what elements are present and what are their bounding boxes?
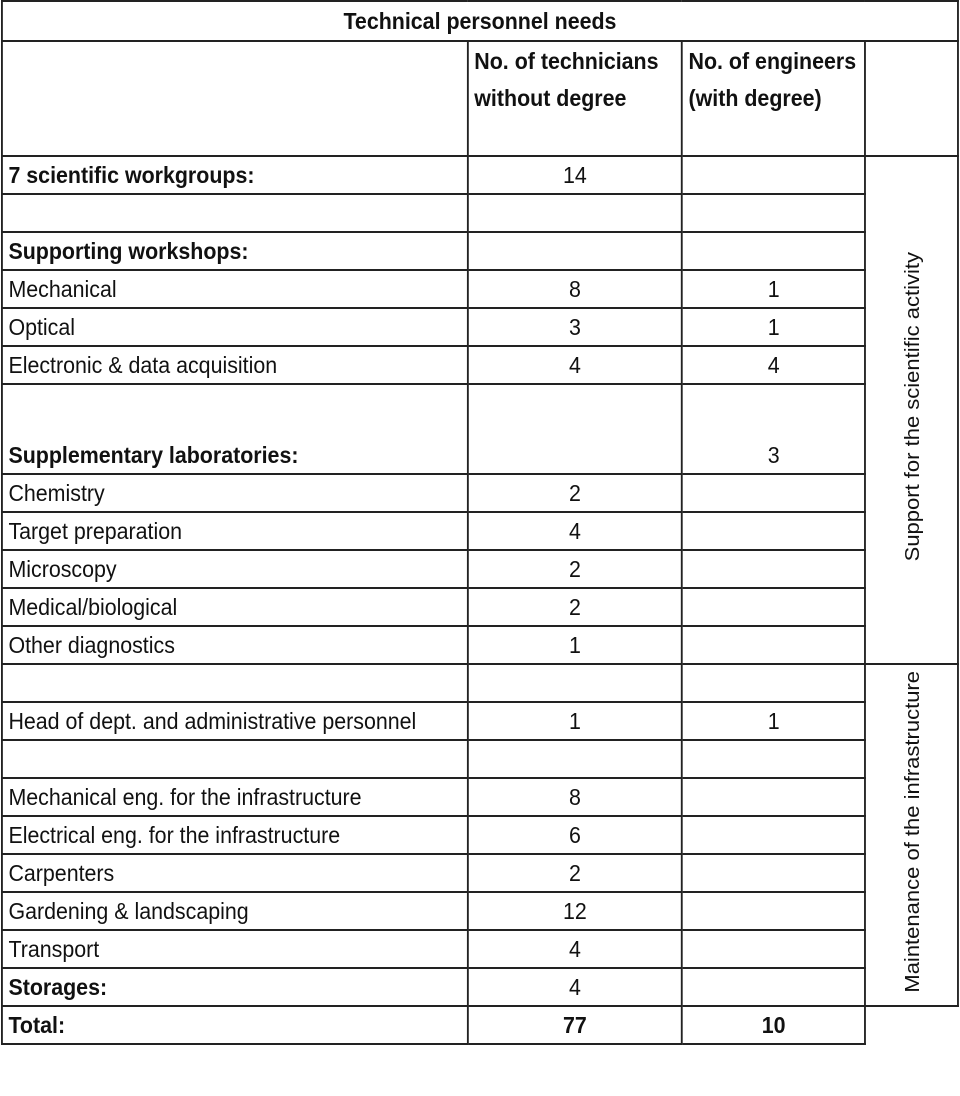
header-row xyxy=(2,41,958,156)
table-row xyxy=(2,930,958,968)
side-label-infrastructure: Maintenance of the infrastructure xyxy=(900,671,924,993)
row-technicians: 1 xyxy=(468,626,682,664)
row-label: Optical xyxy=(2,308,468,346)
row-technicians: 4 xyxy=(468,512,682,550)
row-label: Microscopy xyxy=(2,550,468,588)
table-title: Technical personnel needs xyxy=(2,1,958,41)
row-label: Medical/biological xyxy=(2,588,468,626)
row-technicians: 8 xyxy=(468,270,682,308)
total-row xyxy=(2,1006,958,1044)
row-label xyxy=(2,194,468,232)
row-label xyxy=(2,664,468,702)
table-row xyxy=(2,512,958,550)
header-empty xyxy=(2,41,468,156)
row-engineers xyxy=(682,778,865,816)
row-engineers xyxy=(682,588,865,626)
table-row xyxy=(2,854,958,892)
row-label: 7 scientific workgroups: xyxy=(2,156,468,194)
table-row xyxy=(2,892,958,930)
row-engineers xyxy=(682,892,865,930)
row-label: Electrical eng. for the infrastructure xyxy=(2,816,468,854)
table-row xyxy=(2,194,958,232)
table-row xyxy=(2,816,958,854)
row-engineers xyxy=(682,550,865,588)
row-technicians: 12 xyxy=(468,892,682,930)
row-technicians: 2 xyxy=(468,854,682,892)
row-engineers xyxy=(682,930,865,968)
row-label: Gardening & landscaping xyxy=(2,892,468,930)
row-label: Mechanical eng. for the infrastructure xyxy=(2,778,468,816)
row-engineers xyxy=(682,156,865,194)
row-label: Storages: xyxy=(2,968,468,1006)
table-row xyxy=(2,778,958,816)
title-row xyxy=(2,1,958,41)
table-row xyxy=(2,156,958,194)
row-engineers xyxy=(682,512,865,550)
row-technicians: 8 xyxy=(468,778,682,816)
row-label: Supporting workshops: xyxy=(2,232,468,270)
row-engineers: 1 xyxy=(682,270,865,308)
row-technicians xyxy=(468,664,682,702)
row-label xyxy=(2,740,468,778)
row-technicians: 2 xyxy=(468,588,682,626)
side-label-infrastructure-cell xyxy=(865,664,958,1006)
row-technicians: 6 xyxy=(468,816,682,854)
table-row xyxy=(2,308,958,346)
header-technicians: No. of technicians without degree xyxy=(468,41,682,156)
table-row xyxy=(2,588,958,626)
table-row xyxy=(2,474,958,512)
total-label: Total: xyxy=(2,1006,468,1044)
row-technicians: 14 xyxy=(468,156,682,194)
row-technicians: 4 xyxy=(468,930,682,968)
table-row xyxy=(2,740,958,778)
row-technicians xyxy=(468,384,682,474)
row-label: Chemistry xyxy=(2,474,468,512)
side-label-scientific-cell xyxy=(865,156,958,664)
table-row xyxy=(2,968,958,1006)
row-label: Other diagnostics xyxy=(2,626,468,664)
table-row xyxy=(2,384,958,474)
table-row xyxy=(2,702,958,740)
table-row xyxy=(2,270,958,308)
row-technicians: 2 xyxy=(468,550,682,588)
row-engineers xyxy=(682,232,865,270)
row-engineers: 4 xyxy=(682,346,865,384)
table-row xyxy=(2,550,958,588)
personnel-table xyxy=(1,0,959,1045)
row-label: Mechanical xyxy=(2,270,468,308)
row-technicians: 4 xyxy=(468,346,682,384)
row-engineers xyxy=(682,740,865,778)
row-label: Supplementary laboratories: xyxy=(2,384,468,474)
side-label-scientific: Support for the scientific activity xyxy=(900,252,924,562)
row-technicians: 2 xyxy=(468,474,682,512)
row-engineers xyxy=(682,854,865,892)
row-technicians: 4 xyxy=(468,968,682,1006)
row-engineers xyxy=(682,816,865,854)
row-technicians: 3 xyxy=(468,308,682,346)
table-row xyxy=(2,232,958,270)
row-engineers xyxy=(682,474,865,512)
row-engineers xyxy=(682,626,865,664)
total-technicians: 77 xyxy=(468,1006,682,1044)
row-label: Target preparation xyxy=(2,512,468,550)
table-row xyxy=(2,626,958,664)
row-label: Electronic & data acquisition xyxy=(2,346,468,384)
table-row xyxy=(2,346,958,384)
row-technicians xyxy=(468,740,682,778)
total-engineers: 10 xyxy=(682,1006,865,1044)
row-engineers xyxy=(682,664,865,702)
row-technicians xyxy=(468,232,682,270)
header-side-empty xyxy=(865,41,958,156)
row-engineers xyxy=(682,968,865,1006)
row-engineers xyxy=(682,194,865,232)
row-label: Transport xyxy=(2,930,468,968)
total-side-blank xyxy=(865,1006,958,1044)
row-engineers: 1 xyxy=(682,702,865,740)
row-label: Head of dept. and administrative personnel xyxy=(2,702,468,740)
table-row xyxy=(2,664,958,702)
row-technicians xyxy=(468,194,682,232)
header-engineers: No. of engineers (with degree) xyxy=(682,41,865,156)
row-label: Carpenters xyxy=(2,854,468,892)
row-technicians: 1 xyxy=(468,702,682,740)
row-engineers: 1 xyxy=(682,308,865,346)
row-engineers: 3 xyxy=(682,384,865,474)
